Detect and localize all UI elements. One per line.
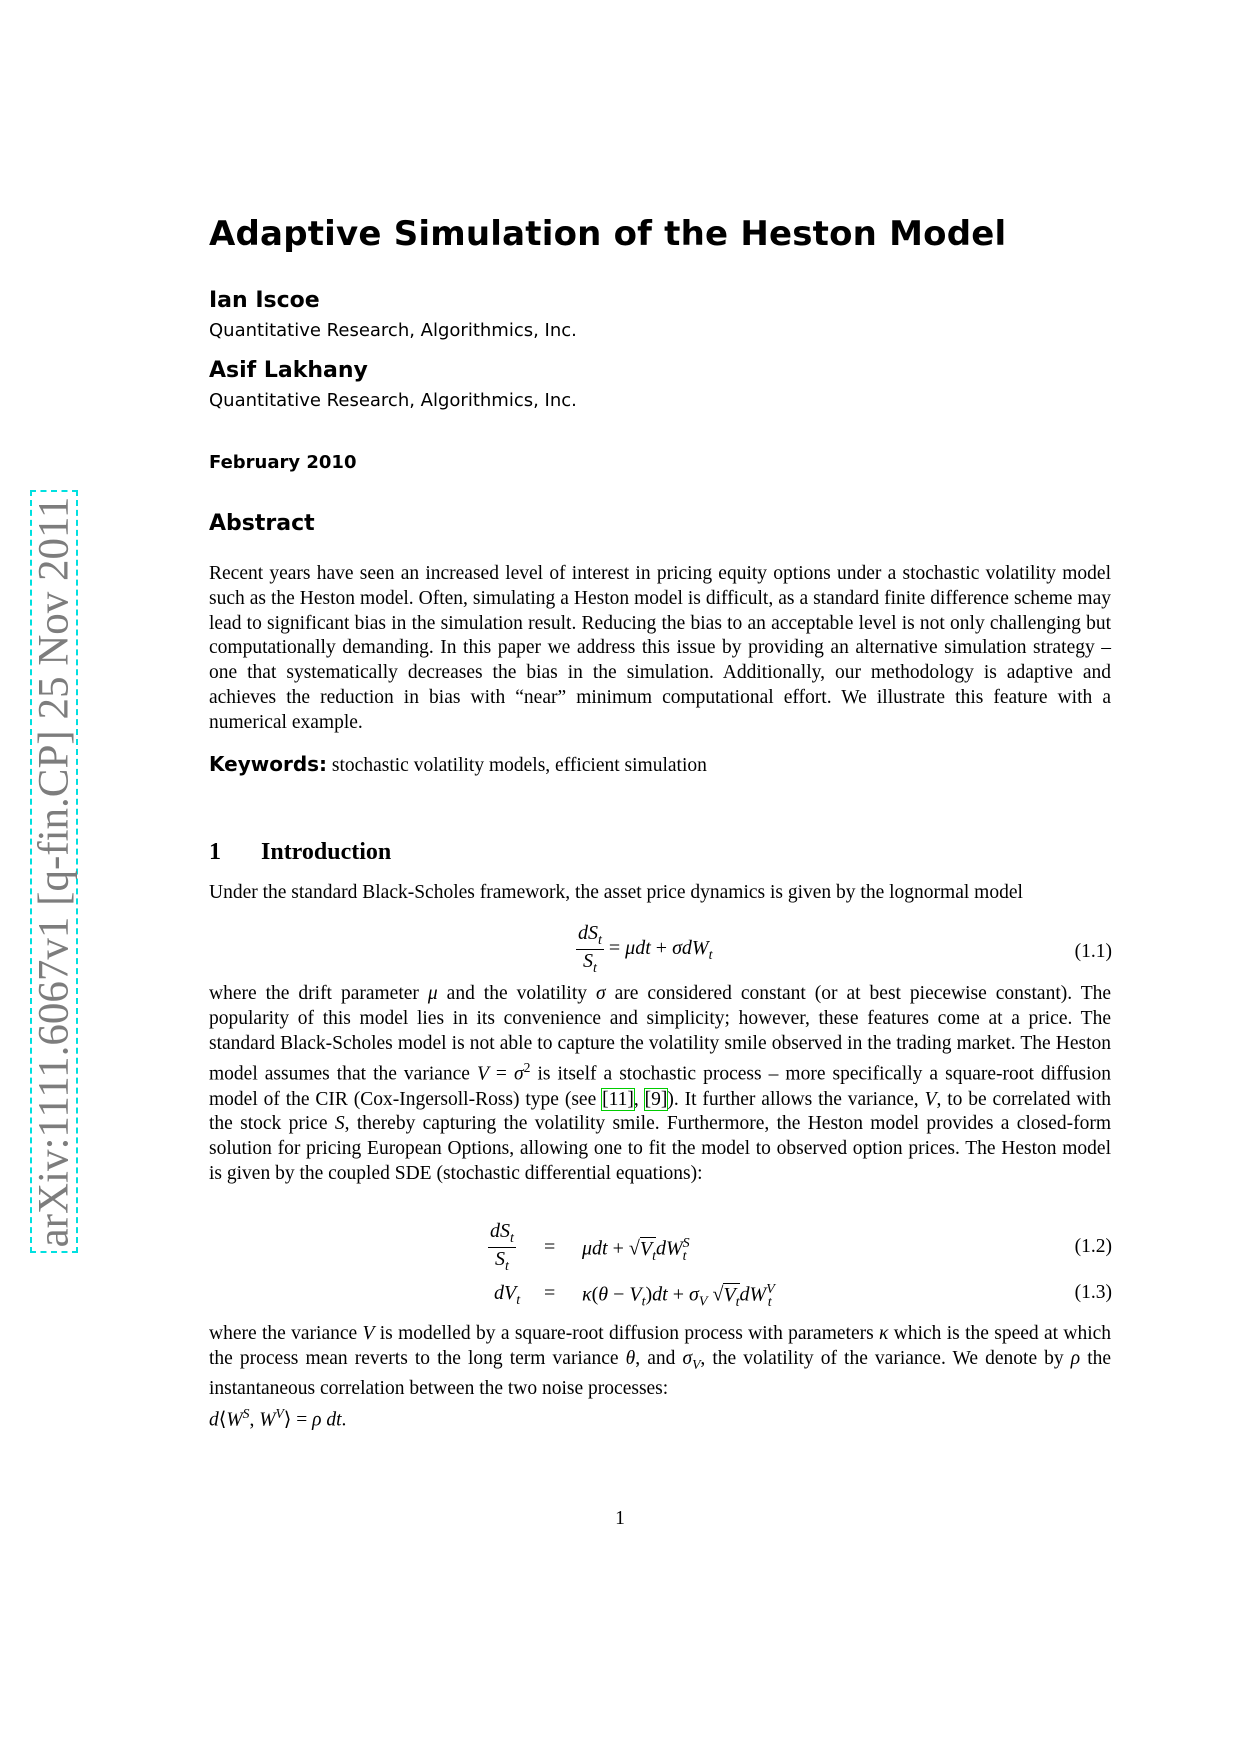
section-title: Introduction [261,839,392,865]
keywords-label: Keywords: [209,752,328,776]
intro-paragraph-1: Under the standard Black-Scholes framework, the asset price dynamics is given by the lognormal model [209,882,1023,903]
equation-label: (1.2) [1074,1236,1112,1257]
paper-title: Adaptive Simulation of the Heston Model [209,214,1007,254]
equation-1-2-equals: = [544,1236,556,1258]
author-name: Asif Lakhany [209,358,368,383]
keywords-line [209,752,707,777]
paper-date: February 2010 [209,452,357,473]
keywords-text: stochastic volatility models, efficient simulation [331,755,707,776]
arxiv-side-stamp[interactable] [30,490,78,1253]
equation-1-3-rhs: $\kappa(\theta - V_t)dt + \sigma_V$ $√V_tdW^V_t$ [582,1282,775,1310]
equation-1-2: $\frac{dS_t}{S_t}$ [490,1220,514,1274]
equation-1-3-lhs: $dV_t$ [494,1282,521,1308]
equation-label: (1.3) [1074,1282,1112,1303]
equation-1-1: $\frac{dS_t}{S_t}$ = μdt + σdW$_t$ [578,922,713,976]
author-affiliation: Quantitative Research, Algorithmics, Inc. [209,390,577,411]
equation-1-3-equals: = [544,1282,556,1304]
citation-link[interactable]: [11] [602,1088,634,1110]
intro-paragraph-2: where the drift parameter μ and the volatility σ are considered constant (or at best piecewise constant). The popularity of this model lies in its convenience and simplicity; however, these features come at a price. The standard Black-Scholes model is not able to capture the volatility smile observed in the trading market. The Heston model assumes that the variance $V = \sigma^2$ is itself a stochastic process – more specifically a square-root diffusion model of the CIR (Cox-Ingersoll-Ross) type (see [11], [9]). It further allows the variance, V, to be correlated with the stock price S, thereby capturing the volatility smile. Furthermore, the Heston model provides a closed-form solution for pricing European Options, allowing one to fit the model to observed option prices. The Heston model is given by the coupled SDE (stochastic differential equations): [209,983,1112,1185]
abstract-heading: Abstract [209,511,315,536]
intro-paragraph-3: where the variance V is modelled by a square-root diffusion process with parameters κ which is the speed at which the process mean reverts to the long term variance θ, and $\sigma_V$, the volatility of the variance. We denote by ρ the instantaneous correlation between the two noise processes: $d⟨W^S$, $W^V⟩ = \rho$ dt. [209,1323,1112,1431]
equation-label: (1.1) [1074,941,1112,962]
page-number: 1 [615,1508,625,1529]
author-affiliation: Quantitative Research, Algorithmics, Inc. [209,320,577,341]
equation-1-2-rhs: $\mu dt + √V_tdW^S_t$ [582,1236,690,1264]
author-name: Ian Iscoe [209,288,320,313]
section-number: 1 [209,839,221,865]
citation-link[interactable]: [9] [644,1088,668,1110]
arxiv-stamp-text: arXiv:1111.6067v1 [q-fin.CP] 25 Nov 2011 [30,496,78,1247]
abstract-text: Recent years have seen an increased level of interest in pricing equity options under a stochastic volatility model such as the Heston model. Often, simulating a Heston model is difficult, as a standard finite difference scheme may lead to significant bias in the simulation result. Reducing the bias to an acceptable level is not only challenging but computationally demanding. In this paper we address this issue by providing an alternative simulation strategy – one that systematically decreases the bias in the simulation. Additionally, our methodology is adaptive and achieves the reduction in bias with “near” minimum computational effort. We illustrate this feature with a numerical example. [209,563,1111,733]
